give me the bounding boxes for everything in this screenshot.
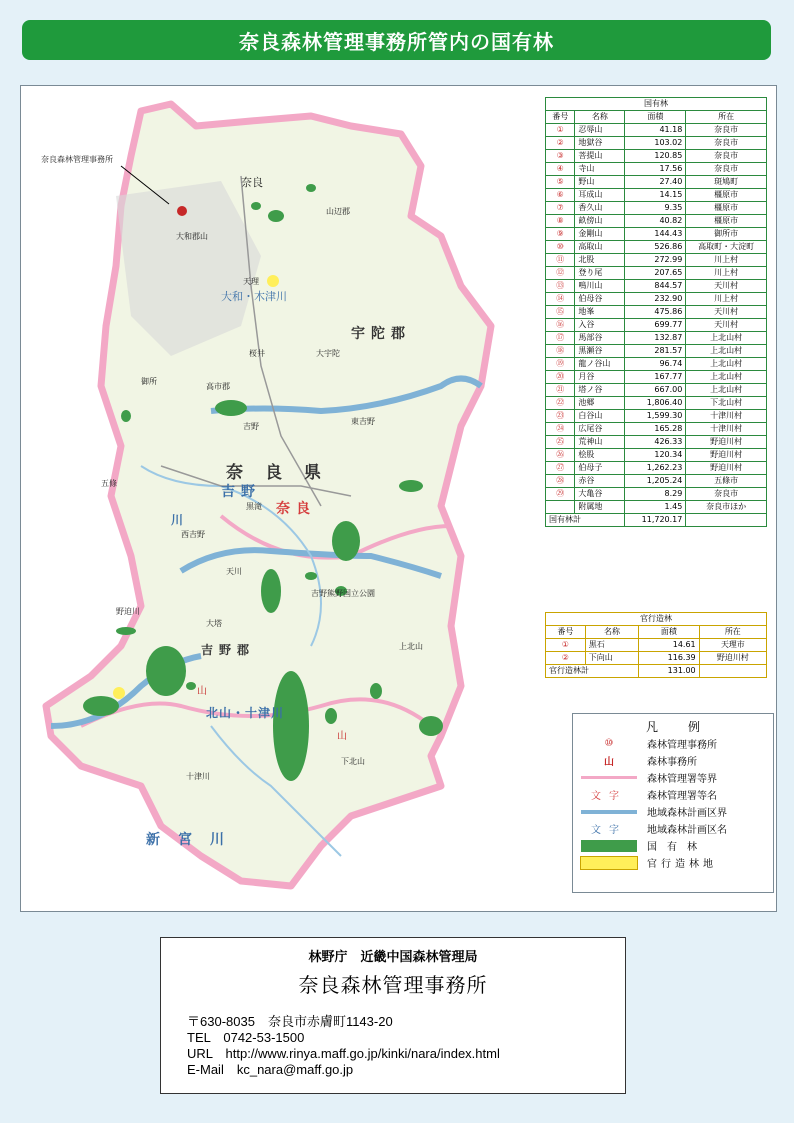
column-header: 面積 [625, 111, 686, 124]
total-value: 11,720.17 [625, 514, 686, 527]
column-header: 番号 [546, 111, 575, 124]
table-caption: 国有林 [546, 98, 767, 111]
forest-area: 27.40 [625, 176, 686, 189]
forest-location: 橿原市 [686, 189, 767, 202]
place-label: 東吉野 [351, 417, 375, 426]
forest-area: 1,806.40 [625, 397, 686, 410]
table-row [546, 501, 767, 514]
forest-area: 1,262.23 [625, 462, 686, 475]
forest-name: 馬部谷 [575, 332, 625, 345]
place-label: 大和・木津川 [221, 290, 287, 303]
row-number: ⑪ [546, 254, 575, 267]
table-row [546, 345, 767, 358]
row-number: ⑱ [546, 345, 575, 358]
forest-location: 天川村 [686, 280, 767, 293]
table-total-row [546, 665, 767, 678]
forest-area: 699.77 [625, 319, 686, 332]
page-title-banner [22, 20, 771, 60]
agency-name: 林野庁 近畿中国森林管理局 [308, 950, 478, 965]
planning-area-label: 吉野 [221, 484, 261, 500]
table-row [546, 267, 767, 280]
forest-office-icon: 山 [337, 731, 347, 742]
forest-name: 地峯 [575, 306, 625, 319]
yellow-swatch-icon [579, 856, 639, 870]
forest-location: 天理市 [699, 639, 766, 652]
forest-location: 五條市 [686, 475, 767, 488]
green-swatch-icon [579, 839, 639, 853]
table-row [546, 163, 767, 176]
table-row [546, 202, 767, 215]
place-label: 黒滝 [246, 502, 262, 511]
row-number: ③ [546, 150, 575, 163]
table-row [546, 410, 767, 423]
place-label: 吉野 [243, 422, 259, 431]
table-row [546, 462, 767, 475]
legend-label: 森林事務所 [647, 757, 697, 768]
forest-area: 1.45 [625, 501, 686, 514]
row-number: ㉙ [546, 488, 575, 501]
place-label: 十津川 [186, 772, 210, 781]
row-number: ⑳ [546, 371, 575, 384]
forest-location: 奈良市 [686, 124, 767, 137]
forest-location: 野迫川村 [686, 436, 767, 449]
row-number [546, 501, 575, 514]
forest-area: 165.28 [625, 423, 686, 436]
forest-location: 高取町・大淀町 [686, 241, 767, 254]
legend-item [579, 820, 773, 837]
row-number: ㉕ [546, 436, 575, 449]
forest-area: 116.39 [639, 652, 699, 665]
office-callout-label: 奈良森林管理事務所 [41, 155, 113, 164]
table-row [546, 475, 767, 488]
forest-name: 入谷 [575, 319, 625, 332]
forest-name: 下向山 [585, 652, 639, 665]
forest-location: 下北山村 [686, 397, 767, 410]
forest-location: 天川村 [686, 319, 767, 332]
table-row [546, 371, 767, 384]
table-row [546, 280, 767, 293]
place-label: 山辺郡 [326, 207, 350, 216]
forest-location: 上北山村 [686, 332, 767, 345]
forest-area: 1,599.30 [625, 410, 686, 423]
forest-area: 8.29 [625, 488, 686, 501]
forest-name: 赤谷 [575, 475, 625, 488]
place-label: 天理 [243, 277, 259, 286]
table-row [546, 254, 767, 267]
table-row [546, 189, 767, 202]
legend-title: 凡例 [645, 720, 730, 734]
forest-area: 1,205.24 [625, 475, 686, 488]
row-number: ⑲ [546, 358, 575, 371]
forest-name: 地獄谷 [575, 137, 625, 150]
place-label: 上北山 [399, 642, 423, 651]
forest-name: 野山 [575, 176, 625, 189]
forest-name: 龍ノ谷山 [575, 358, 625, 371]
row-number: ④ [546, 163, 575, 176]
forest-area: 120.34 [625, 449, 686, 462]
place-label: 吉野熊野国立公園 [311, 589, 375, 598]
forest-location: 上北山村 [686, 384, 767, 397]
legend-item [579, 786, 773, 803]
forest-name: 荒神山 [575, 436, 625, 449]
total-label: 官行造林計 [546, 665, 639, 678]
row-number: ⑮ [546, 306, 575, 319]
place-label: 天川 [226, 567, 242, 576]
legend-label: 森林管理署等名 [647, 791, 717, 802]
table-row [546, 449, 767, 462]
forest-name: 寺山 [575, 163, 625, 176]
legend-label: 地域森林計画区界 [647, 808, 727, 819]
place-label: 下北山 [341, 757, 365, 766]
forest-name: 金剛山 [575, 228, 625, 241]
table-body [546, 124, 767, 514]
column-header: 所在 [686, 111, 767, 124]
table-caption: 官行造林 [546, 613, 767, 626]
forest-area: 14.15 [625, 189, 686, 202]
forest-name: 桧股 [575, 449, 625, 462]
row-number: ㉗ [546, 462, 575, 475]
address-text: 〒630-8035 奈良市赤膚町1143-20 [187, 1014, 393, 1029]
forest-location: 川上村 [686, 254, 767, 267]
forest-location: 橿原市 [686, 215, 767, 228]
legend-label: 国有林 [647, 842, 707, 853]
row-number: ㉘ [546, 475, 575, 488]
forest-area: 40.82 [625, 215, 686, 228]
place-label: 西吉野 [181, 530, 205, 539]
legend-item [579, 752, 773, 769]
page-title: 奈良森林管理事務所管内の国有林 [239, 29, 554, 54]
table-row [546, 384, 767, 397]
row-number: ② [546, 652, 586, 665]
forest-office-symbol-icon: 山 [604, 757, 614, 768]
forest-area: 41.18 [625, 124, 686, 137]
forest-area: 167.77 [625, 371, 686, 384]
forest-location: 斑鳩町 [686, 176, 767, 189]
forest-name: 広尾谷 [575, 423, 625, 436]
forest-name: 大亀谷 [575, 488, 625, 501]
row-number: ⑫ [546, 267, 575, 280]
row-number: ⑯ [546, 319, 575, 332]
forest-location: 十津川村 [686, 410, 767, 423]
forest-area: 144.43 [625, 228, 686, 241]
forest-name: 池郷 [575, 397, 625, 410]
forest-location: 野迫川村 [686, 449, 767, 462]
column-header: 名称 [585, 626, 639, 639]
table-body [546, 639, 767, 665]
forest-location: 天川村 [686, 306, 767, 319]
total-value: 131.00 [639, 665, 699, 678]
forest-area: 17.56 [625, 163, 686, 176]
red-text-symbol: 文字 [591, 791, 627, 802]
place-label: 桜井 [249, 349, 265, 358]
row-number: ㉖ [546, 449, 575, 462]
table-row [546, 652, 767, 665]
national-forest-table [545, 97, 767, 527]
map-legend [572, 713, 774, 893]
forest-name: 高取山 [575, 241, 625, 254]
place-label: 野迫川 [116, 607, 140, 616]
kankou-forest-table [545, 612, 767, 678]
district-label: 宇陀郡 [351, 326, 411, 342]
forest-name: 耳成山 [575, 189, 625, 202]
table-row [546, 215, 767, 228]
forest-area: 120.85 [625, 150, 686, 163]
legend-item [579, 837, 773, 854]
table-row [546, 241, 767, 254]
planning-area-label: 新宮川 [146, 832, 242, 848]
row-number: ⑬ [546, 280, 575, 293]
forest-location: 上北山村 [686, 358, 767, 371]
forest-area: 526.86 [625, 241, 686, 254]
forest-area: 475.86 [625, 306, 686, 319]
table-row [546, 319, 767, 332]
column-header: 番号 [546, 626, 586, 639]
forest-name: 鳴川山 [575, 280, 625, 293]
legend-item [579, 803, 773, 820]
forest-name: 黒石 [585, 639, 639, 652]
row-number: ⑤ [546, 176, 575, 189]
forest-location: 奈良市 [686, 137, 767, 150]
forest-name: 忍辱山 [575, 124, 625, 137]
table-row [546, 176, 767, 189]
district-label: 吉野郡 [201, 643, 256, 657]
row-number: ㉒ [546, 397, 575, 410]
place-label: 奈良 [241, 176, 263, 189]
forest-location: 奈良市ほか [686, 501, 767, 514]
tel-text: TEL 0742-53-1500 [187, 1030, 305, 1045]
forest-name: 白谷山 [575, 410, 625, 423]
table-row [546, 150, 767, 163]
place-label: 高市郡 [206, 382, 230, 391]
table-row [546, 488, 767, 501]
legend-label: 地域森林計画区名 [647, 825, 727, 836]
row-number: ⑩ [546, 241, 575, 254]
forest-name: 塔ノ谷 [575, 384, 625, 397]
forest-area: 132.87 [625, 332, 686, 345]
forest-location: 川上村 [686, 267, 767, 280]
forest-area: 9.35 [625, 202, 686, 215]
forest-area: 14.61 [639, 639, 699, 652]
total-label: 国有林計 [546, 514, 625, 527]
place-label: 大宇陀 [316, 349, 340, 358]
forest-name: 登り尾 [575, 267, 625, 280]
url-link[interactable]: URL http://www.rinya.maff.go.jp/kinki/nara/index.html [187, 1046, 500, 1061]
office-area-label: 奈良 [276, 501, 316, 517]
pink-line-icon [579, 771, 639, 785]
forest-name: 伯母谷 [575, 293, 625, 306]
forest-area: 281.57 [625, 345, 686, 358]
place-label: 五條 [101, 479, 117, 488]
forest-office-icon: 山 [197, 686, 207, 697]
forest-area: 844.57 [625, 280, 686, 293]
forest-area: 207.65 [625, 267, 686, 280]
legend-item [579, 735, 773, 752]
column-header: 面積 [639, 626, 699, 639]
forest-area: 96.74 [625, 358, 686, 371]
column-header: 所在 [699, 626, 766, 639]
row-number: ⑥ [546, 189, 575, 202]
row-number: ⑨ [546, 228, 575, 241]
forest-area: 667.00 [625, 384, 686, 397]
table-header-row [546, 111, 767, 124]
legend-label: 森林管理事務所 [647, 740, 717, 751]
table-row [546, 306, 767, 319]
forest-name: 附属地 [575, 501, 625, 514]
table-row [546, 436, 767, 449]
row-number: ⑰ [546, 332, 575, 345]
office-name: 奈良森林管理事務所 [298, 973, 488, 997]
row-number: ㉑ [546, 384, 575, 397]
forest-location: 御所市 [686, 228, 767, 241]
forest-area: 103.02 [625, 137, 686, 150]
row-number: ㉓ [546, 410, 575, 423]
forest-location: 上北山村 [686, 345, 767, 358]
planning-area-label: 北山・十津川 [206, 706, 285, 720]
table-header-row [546, 626, 767, 639]
table-row [546, 423, 767, 436]
forest-location: 奈良市 [686, 150, 767, 163]
table-row [546, 137, 767, 150]
planning-area-label: 川 [171, 513, 190, 527]
row-number: ② [546, 137, 575, 150]
column-header: 名称 [575, 111, 625, 124]
place-label: 御所 [141, 377, 157, 386]
forest-location: 橿原市 [686, 202, 767, 215]
forest-location: 野迫川村 [686, 462, 767, 475]
legend-item [579, 769, 773, 786]
place-label: 大塔 [206, 619, 222, 628]
forest-name: 黒瀬谷 [575, 345, 625, 358]
place-label: 大和郡山 [176, 232, 208, 241]
office-symbol-icon: ⑩ [604, 738, 614, 749]
row-number: ㉔ [546, 423, 575, 436]
email-link[interactable]: E-Mail kc_nara@maff.go.jp [187, 1062, 354, 1077]
row-number: ⑦ [546, 202, 575, 215]
forest-name: 畝傍山 [575, 215, 625, 228]
legend-label: 官行造林地 [647, 859, 717, 870]
table-row [546, 228, 767, 241]
table-row [546, 124, 767, 137]
table-row [546, 358, 767, 371]
prefecture-label: 奈良県 [226, 463, 343, 483]
table-row [546, 639, 767, 652]
row-number: ① [546, 639, 586, 652]
prefecture-boundary [46, 104, 491, 886]
blue-text-symbol: 文字 [591, 825, 627, 836]
row-number: ⑭ [546, 293, 575, 306]
forest-management-office-icon [177, 206, 187, 216]
row-number: ⑧ [546, 215, 575, 228]
forest-location: 十津川村 [686, 423, 767, 436]
forest-name: 菩提山 [575, 150, 625, 163]
legend-item [579, 854, 773, 871]
table-total-row [546, 514, 767, 527]
forest-name: 北股 [575, 254, 625, 267]
table-row [546, 332, 767, 345]
forest-location: 上北山村 [686, 371, 767, 384]
forest-name: 香久山 [575, 202, 625, 215]
forest-location: 奈良市 [686, 163, 767, 176]
table-row [546, 293, 767, 306]
contact-info-box [160, 937, 626, 1094]
forest-area: 426.33 [625, 436, 686, 449]
legend-label: 森林管理署等界 [647, 774, 717, 785]
row-number: ① [546, 124, 575, 137]
forest-area: 272.99 [625, 254, 686, 267]
blue-line-icon [579, 805, 639, 819]
forest-location: 奈良市 [686, 488, 767, 501]
forest-name: 伯母子 [575, 462, 625, 475]
table-row [546, 397, 767, 410]
forest-area: 232.90 [625, 293, 686, 306]
forest-location: 川上村 [686, 293, 767, 306]
forest-location: 野迫川村 [699, 652, 766, 665]
forest-name: 月谷 [575, 371, 625, 384]
